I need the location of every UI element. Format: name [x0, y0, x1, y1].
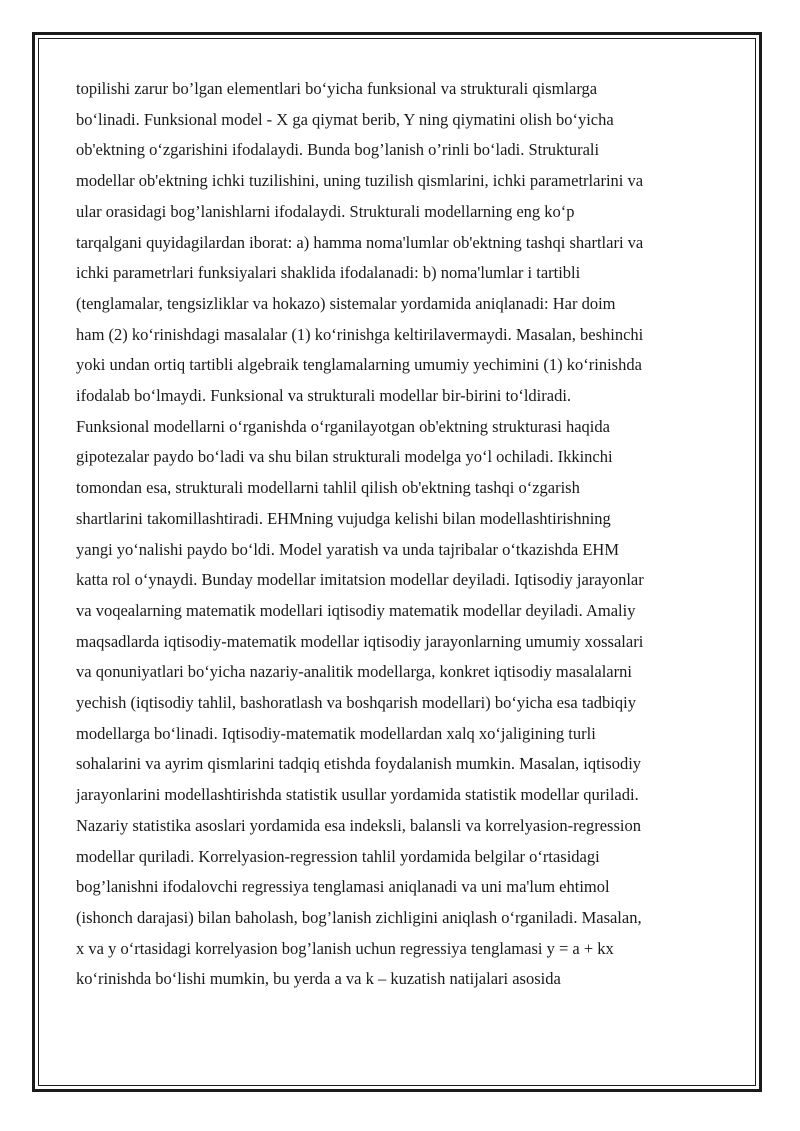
text-line: ifodalab bo‘lmaydi. Funksional va strukturali modellar bir-birini to‘ldiradi.: [76, 386, 572, 406]
text-line: (ishonch darajasi) bilan baholash, bog’lanish zichligini aniqlash o‘rganiladi. Masalan,: [76, 907, 642, 927]
text-line: yechish (iqtisodiy tahlil, bashoratlash va boshqarish modellari) bo‘yicha esa tadbiqiy: [76, 693, 636, 713]
text-line: bog’lanishni ifodalovchi regressiya tenglamasi aniqlanadi va uni ma'lum ehtimol: [76, 877, 610, 897]
text-line: tomondan esa, strukturali modellarni tahlil qilish ob'ektning tashqi o‘zgarish: [76, 478, 580, 498]
body-paragraph: [76, 74, 736, 995]
text-line: jarayonlarini modellashtirishda statistik usullar yordamida statistik modellar quriladi.: [76, 785, 639, 805]
text-line: ham (2) ko‘rinishdagi masalalar (1) ko‘rinishga keltirilavermaydi. Masalan, beshinchi: [76, 324, 644, 344]
text-line: Funksional modellarni o‘rganishda o‘rganilayotgan ob'ektning strukturasi haqida: [76, 416, 610, 436]
text-line: modellarga bo‘linadi. Iqtisodiy-matematik modellardan xalq xo‘jaligining turli: [76, 723, 596, 743]
text-line: katta rol o‘ynaydi. Bunday modellar imitatsion modellar deyiladi. Iqtisodiy jarayonlar: [76, 570, 644, 590]
text-line: ichki parametrlari funksiyalari shaklida ifodalanadi: b) noma'lumlar i tartibli: [76, 263, 581, 283]
text-line: gipotezalar paydo bo‘ladi va shu bilan strukturali modelga yo‘l ochiladi. Ikkinchi: [76, 447, 613, 467]
text-line: ob'ektning o‘zgarishini ifodalaydi. Bunda bog’lanish o’rinli bo‘ladi. Strukturali: [76, 140, 600, 160]
text-line: Nazariy statistika asoslari yordamida esa indeksli, balansli va korrelyasion-regression: [76, 815, 641, 835]
text-line: shartlarini takomillashtiradi. EHMning vujudga kelishi bilan modellashtirishning: [76, 508, 611, 528]
text-line: bo‘linadi. Funksional model - X ga qiymat berib, Y ning qiymatini olish bo‘yicha: [76, 109, 614, 129]
text-line: va qonuniyatlari bo‘yicha nazariy-analitik modellarga, konkret iqtisodiy masalalarni: [76, 662, 632, 682]
text-line: yangi yo‘nalishi paydo bo‘ldi. Model yaratish va unda tajribalar o‘tkazishda EHM: [76, 539, 619, 559]
text-line: tarqalgani quyidagilardan iborat: a) hamma noma'lumlar ob'ektning tashqi shartlari va: [76, 232, 644, 252]
text-line: (tenglamalar, tengsizliklar va hokazo) sistemalar yordamida aniqlanadi: Har doim: [76, 293, 616, 313]
text-line: modellar ob'ektning ichki tuzilishini, uning tuzilish qismlarini, ichki parametrlarini va: [76, 171, 644, 191]
text-line: yoki undan ortiq tartibli algebraik tenglamalarning umumiy yechimini (1) ko‘rinishda: [76, 355, 642, 375]
text-line: va voqealarning matematik modellari iqtisodiy matematik modellar deyiladi. Amaliy: [76, 600, 636, 620]
text-line: maqsadlarda iqtisodiy-matematik modellar iqtisodiy jarayonlarning umumiy xossalari: [76, 631, 644, 651]
text-line: topilishi zarur bo’lgan elementlari bo‘yicha funksional va strukturali qismlarga: [76, 79, 598, 98]
text-line: ko‘rinishda bo‘lishi mumkin, bu yerda a va k – kuzatish natijalari asosida: [76, 969, 561, 989]
text-line: modellar quriladi. Korrelyasion-regression tahlil yordamida belgilar o‘rtasidagi: [76, 846, 600, 866]
text-line: x va y o‘rtasidagi korrelyasion bog’lanish uchun regressiya tenglamasi y = a + kx: [76, 938, 614, 958]
text-line: ular orasidagi bog’lanishlarni ifodalaydi. Strukturali modellarning eng ko‘p: [76, 201, 575, 221]
text-line: sohalarini va ayrim qismlarini tadqiq etishda foydalanish mumkin. Masalan, iqtisodiy: [76, 754, 642, 774]
